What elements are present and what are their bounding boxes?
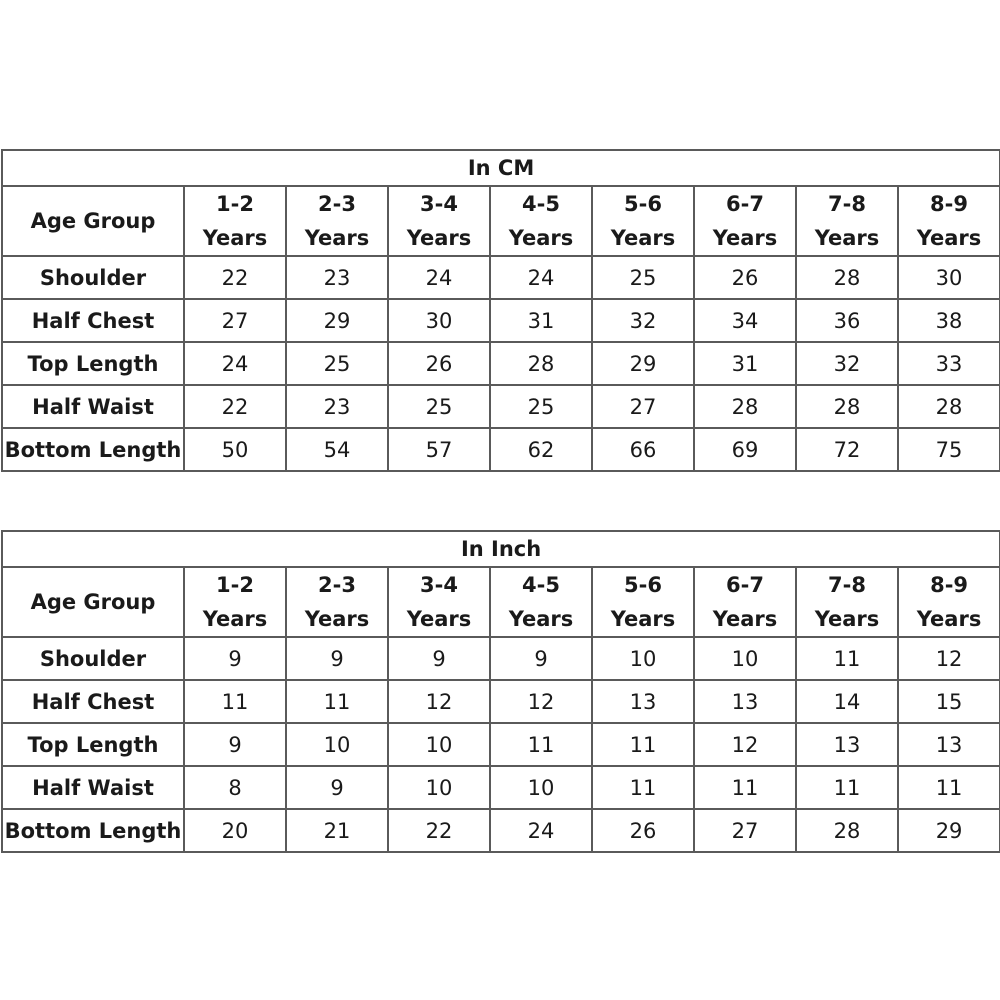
age-range: 5-6: [624, 573, 662, 597]
age-range: 3-4: [420, 573, 458, 597]
measurement-value: 25: [490, 385, 592, 428]
table-title-row: [2, 150, 1000, 186]
age-range: 8-9: [930, 192, 968, 216]
age-range: 6-7: [726, 192, 764, 216]
measurement-value: 9: [184, 723, 286, 766]
measurement-value: 11: [592, 723, 694, 766]
measurement-value: 11: [898, 766, 1000, 809]
measurement-value: 26: [388, 342, 490, 385]
table-row: [2, 680, 1000, 723]
table-row: [2, 299, 1000, 342]
measurement-value: 9: [286, 766, 388, 809]
measurement-value: 72: [796, 428, 898, 471]
age-unit: Years: [610, 226, 676, 250]
table-row: [2, 342, 1000, 385]
measurement-value: 10: [694, 637, 796, 680]
measurement-value: 62: [490, 428, 592, 471]
measurement-value: 32: [592, 299, 694, 342]
measurement-value: 66: [592, 428, 694, 471]
age-unit: Years: [712, 607, 778, 631]
measurement-value: 28: [796, 385, 898, 428]
age-unit: Years: [406, 607, 472, 631]
measurement-value: 28: [490, 342, 592, 385]
age-range: 2-3: [318, 192, 356, 216]
measurement-value: 9: [490, 637, 592, 680]
age-unit: Years: [814, 226, 880, 250]
size-table-inch: [1, 530, 1000, 853]
measurement-label: Shoulder: [2, 637, 184, 680]
age-range: 4-5: [522, 192, 560, 216]
age-unit: Years: [508, 607, 574, 631]
measurement-value: 12: [490, 680, 592, 723]
age-group-column-header: [490, 567, 592, 637]
table-row: [2, 428, 1000, 471]
measurement-value: 12: [388, 680, 490, 723]
header-row: [2, 186, 1000, 256]
measurement-value: 8: [184, 766, 286, 809]
measurement-value: 25: [388, 385, 490, 428]
measurement-value: 24: [388, 256, 490, 299]
table-row: [2, 385, 1000, 428]
measurement-value: 32: [796, 342, 898, 385]
measurement-value: 11: [184, 680, 286, 723]
age-unit: Years: [610, 607, 676, 631]
age-range: 8-9: [930, 573, 969, 597]
age-group-column-header: [490, 186, 592, 256]
age-group-column-header: [388, 186, 490, 256]
age-unit: Years: [814, 607, 880, 631]
measurement-value: 26: [592, 809, 694, 852]
measurement-value: 25: [592, 256, 694, 299]
measurement-value: 26: [694, 256, 796, 299]
measurement-value: 30: [388, 299, 490, 342]
measurement-value: 21: [286, 809, 388, 852]
age-group-column-header: [796, 567, 898, 637]
table-row: [2, 256, 1000, 299]
measurement-value: 13: [592, 680, 694, 723]
age-unit: Years: [202, 226, 268, 250]
measurement-value: 11: [286, 680, 388, 723]
age-group-column-header: [592, 186, 694, 256]
table-title: In CM: [2, 150, 1000, 186]
measurement-value: 31: [694, 342, 796, 385]
measurement-value: 50: [184, 428, 286, 471]
measurement-label: Half Chest: [2, 680, 184, 723]
age-range: 1-2: [216, 192, 254, 216]
age-group-column-header: [592, 567, 694, 637]
measurement-value: 22: [388, 809, 490, 852]
age-group-column-header: [388, 567, 490, 637]
measurement-label: Bottom Length: [2, 428, 184, 471]
measurement-value: 38: [898, 299, 1000, 342]
measurement-value: 69: [694, 428, 796, 471]
age-group-column-header: [694, 186, 796, 256]
measurement-value: 13: [898, 723, 1000, 766]
measurement-value: 57: [388, 428, 490, 471]
measurement-value: 24: [184, 342, 286, 385]
age-unit: Years: [304, 607, 370, 631]
measurement-label: Half Waist: [2, 385, 184, 428]
age-group-column-header: [184, 186, 286, 256]
age-range: 1-2: [216, 573, 254, 597]
measurement-value: 30: [898, 256, 1000, 299]
measurement-value: 11: [796, 637, 898, 680]
measurement-value: 15: [898, 680, 1000, 723]
measurement-value: 25: [286, 342, 388, 385]
age-group-column-header: [286, 567, 388, 637]
age-group-column-header: [286, 186, 388, 256]
table-row: [2, 809, 1000, 852]
measurement-value: 11: [592, 766, 694, 809]
age-group-column-header: [796, 186, 898, 256]
measurement-value: 11: [694, 766, 796, 809]
measurement-value: 13: [796, 723, 898, 766]
measurement-value: 20: [184, 809, 286, 852]
measurement-value: 22: [184, 256, 286, 299]
measurement-label: Top Length: [2, 723, 184, 766]
measurement-value: 27: [184, 299, 286, 342]
measurement-value: 27: [592, 385, 694, 428]
age-unit: Years: [304, 226, 370, 250]
measurement-value: 11: [490, 723, 592, 766]
measurement-value: 9: [286, 637, 388, 680]
measurement-value: 9: [388, 637, 490, 680]
table-title-row: [2, 531, 1000, 567]
age-range: 3-4: [420, 192, 458, 216]
measurement-value: 75: [898, 428, 1000, 471]
table-row: [2, 766, 1000, 809]
measurement-value: 31: [490, 299, 592, 342]
measurement-value: 13: [694, 680, 796, 723]
measurement-value: 10: [388, 766, 490, 809]
measurement-value: 29: [898, 809, 1000, 852]
measurement-value: 34: [694, 299, 796, 342]
age-range: 6-7: [726, 573, 764, 597]
header-row: [2, 567, 1000, 637]
age-group-column-header: [898, 567, 1000, 637]
age-unit: Years: [508, 226, 574, 250]
measurement-value: 23: [286, 256, 388, 299]
age-group-column-header: [694, 567, 796, 637]
measurement-value: 54: [286, 428, 388, 471]
measurement-value: 12: [898, 637, 1000, 680]
age-unit: Years: [916, 607, 982, 631]
age-group-column-header: [184, 567, 286, 637]
measurement-value: 29: [592, 342, 694, 385]
measurement-value: 12: [694, 723, 796, 766]
measurement-value: 29: [286, 299, 388, 342]
measurement-value: 28: [796, 256, 898, 299]
measurement-label: Top Length: [2, 342, 184, 385]
age-unit: Years: [712, 226, 778, 250]
measurement-label: Half Chest: [2, 299, 184, 342]
measurement-value: 23: [286, 385, 388, 428]
measurement-value: 14: [796, 680, 898, 723]
measurement-value: 27: [694, 809, 796, 852]
age-range: 7-8: [828, 573, 866, 597]
measurement-label: Half Waist: [2, 766, 184, 809]
age-group-header: Age Group: [2, 567, 184, 637]
measurement-value: 11: [796, 766, 898, 809]
table-row: [2, 723, 1000, 766]
measurement-value: 36: [796, 299, 898, 342]
age-range: 5-6: [624, 192, 662, 216]
table-row: [2, 637, 1000, 680]
measurement-label: Shoulder: [2, 256, 184, 299]
age-range: 7-8: [828, 192, 866, 216]
table-title: In Inch: [2, 531, 1000, 567]
measurement-value: 24: [490, 256, 592, 299]
measurement-value: 28: [694, 385, 796, 428]
measurement-value: 9: [184, 637, 286, 680]
measurement-label: Bottom Length: [2, 809, 184, 852]
age-unit: Years: [202, 607, 268, 631]
age-unit: Years: [916, 226, 982, 250]
measurement-value: 10: [490, 766, 592, 809]
measurement-value: 10: [592, 637, 694, 680]
age-unit: Years: [406, 226, 472, 250]
age-group-column-header: [898, 186, 1000, 256]
measurement-value: 28: [796, 809, 898, 852]
measurement-value: 33: [898, 342, 1000, 385]
measurement-value: 28: [898, 385, 1000, 428]
age-range: 2-3: [318, 573, 356, 597]
measurement-value: 24: [490, 809, 592, 852]
size-table-cm: [1, 149, 1000, 472]
age-range: 4-5: [522, 573, 560, 597]
measurement-value: 22: [184, 385, 286, 428]
age-group-header: Age Group: [2, 186, 184, 256]
measurement-value: 10: [388, 723, 490, 766]
measurement-value: 10: [286, 723, 388, 766]
